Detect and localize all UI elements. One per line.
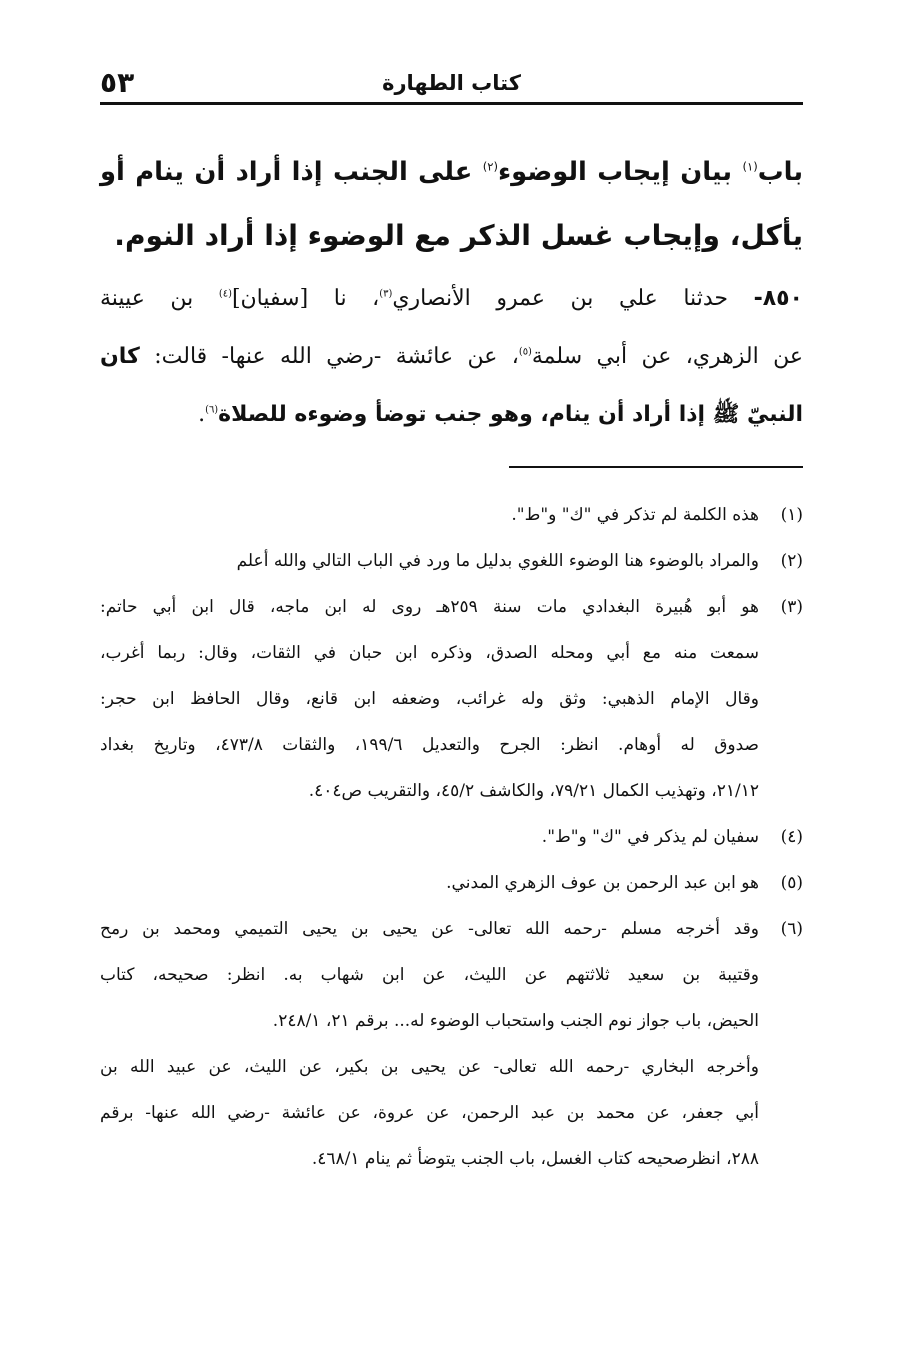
footnote-line: وأخرجه البخاري -رحمه الله تعالى- عن يحيى بن بكير، عن الليث، عن عبيد الله بن (100, 1057, 759, 1077)
footnote-ref: (١) (742, 159, 758, 174)
footnote-line (100, 492, 803, 538)
footnote-ref: (٢) (482, 159, 499, 174)
footnote-number: (٤) (780, 827, 803, 847)
page-number: ٥٣ (100, 66, 135, 99)
footnote-separator (509, 466, 803, 468)
footnote-line (100, 584, 803, 630)
footnote-line: سمعت منه مع أبي ومحله الصدق، وذكره ابن حبان في الثقات، وقال: ربما أغرب، (100, 643, 759, 663)
footnote-line: ٢٨٨، انظرصحيحه كتاب الغسل، باب الجنب يتوضأ ثم ينام ٤٦٨/١. (311, 1149, 759, 1169)
footnote-text: هو أبو هُبيرة البغدادي مات سنة ٢٥٩هـ روى له ابن ماجه، قال ابن أبي حاتم: (100, 597, 760, 617)
footnote-line: وقتيبة بن سعيد ثلاثتهم عن الليث، عن ابن شهاب به. انظر: صحيحه، كتاب (100, 965, 759, 985)
footnote-4 (100, 814, 803, 860)
chapter-heading (100, 140, 803, 268)
running-header (100, 66, 803, 105)
hadith-line (100, 386, 803, 444)
footnote-number: (٣) (780, 597, 804, 617)
footnote-1 (100, 492, 803, 538)
footnote-number: (٦) (780, 919, 803, 939)
footnote-3 (100, 584, 803, 814)
footnote-6 (100, 906, 803, 1182)
heading-text: بيان إيجاب الوضوء (498, 157, 743, 187)
hadith-number: ٨٥٠- (753, 286, 803, 311)
footnote-text: والمراد بالوضوء هنا الوضوء اللغوي بدليل ما ورد في الباب التالي والله أعلم (236, 551, 759, 571)
footnote-number: (١) (780, 505, 803, 525)
hadith-line (100, 328, 803, 386)
footnote-line: الحيض، باب جواز نوم الجنب واستحباب الوضوء له... برقم ٢١، ٢٤٨/١. (272, 1011, 759, 1031)
footnote-ref: (٥) (518, 346, 532, 358)
footnote-text: هذه الكلمة لم تذكر في "ك" و"ط". (511, 505, 759, 525)
footnote-text: وقد أخرجه مسلم -رحمه الله تعالى- عن يحيى بن يحيى التميمي ومحمد بن رمح (100, 919, 759, 939)
hadith-segment: عن الزهري، عن أبي سلمة (531, 344, 804, 369)
footnote-5 (100, 860, 803, 906)
hadith-segment: بن عيينة (100, 286, 219, 311)
chapter-heading-line: يأكل، وإيجاب غسل الذكر مع الوضوء إذا أراد النوم. (114, 219, 803, 252)
footnote-line: صدوق له أوهام. انظر: الجرح والتعديل ١٩٩/٦، والثقات ٤٧٣/٨، وتاريخ بغداد (100, 735, 759, 755)
hadith-segment: ، نا [سفيان] (231, 286, 380, 311)
footnote-number: (٢) (780, 551, 803, 571)
footnote-ref: (٤) (218, 288, 232, 300)
footnote-text: هو ابن عبد الرحمن بن عوف الزهري المدني. (446, 873, 759, 893)
footnote-line: أبي جعفر، عن محمد بن عبد الرحمن، عن عروة، عن عائشة -رضي الله عنها- برقم (100, 1103, 759, 1123)
hadith-quote: كان (100, 344, 140, 369)
footnote-line (100, 814, 803, 860)
footnote-line (100, 538, 803, 584)
footnote-ref: (٦) (205, 404, 219, 416)
heading-text: باب (757, 157, 803, 187)
footnote-line: وقال الإمام الذهبي: وثق وله غرائب، وضعفه ابن قانع، وقال الحافظ ابن حجر: (100, 689, 759, 709)
footnote-2 (100, 538, 803, 584)
footnotes (100, 492, 803, 1182)
footnote-line: ٢١/١٢، وتهذيب الكمال ٧٩/٢١، والكاشف ٤٥/٢، والتقريب ص٤٠٤. (308, 781, 759, 801)
hadith-segment: حدثنا علي بن عمرو الأنصاري (392, 286, 754, 311)
footnote-text: سفيان لم يذكر في "ك" و"ط". (541, 827, 759, 847)
chapter-heading-line (100, 140, 803, 204)
footnote-line (100, 860, 803, 906)
footnote-ref: (٣) (379, 288, 393, 300)
heading-text: على الجنب إذا أراد أن ينام أو (100, 157, 483, 187)
hadith-quote: النبيّ ﷺ إذا أراد أن ينام، وهو جنب توضأ وضوءه للصلاة (218, 402, 803, 427)
hadith-segment: ، عن عائشة -رضي الله عنها- قالت: (139, 344, 519, 369)
header-title: كتاب الطهارة (382, 71, 521, 95)
footnote-line (100, 906, 803, 952)
hadith-segment: . (198, 402, 206, 427)
hadith-text (100, 270, 803, 444)
footnote-number: (٥) (780, 873, 803, 893)
hadith-line (100, 270, 803, 328)
